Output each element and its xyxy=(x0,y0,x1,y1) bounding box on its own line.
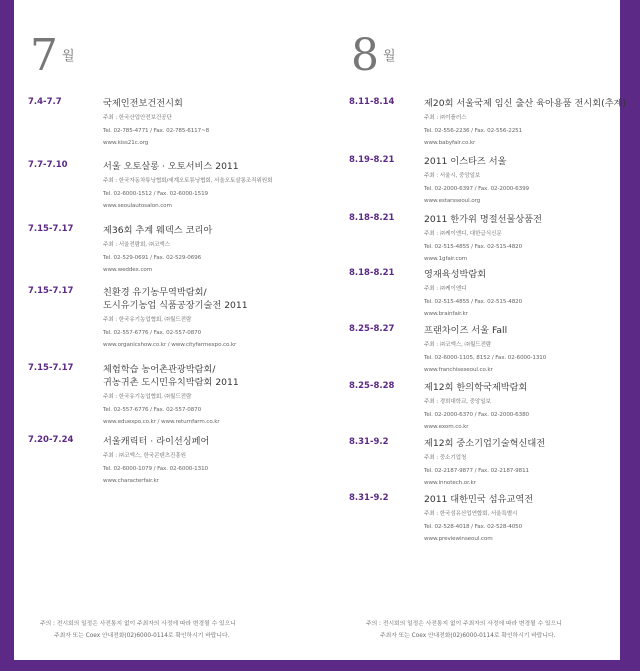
event-item xyxy=(349,493,629,549)
event-host: 주최 : ㈜코엑스, ㈜월드전람 xyxy=(424,342,492,348)
event-url[interactable]: www.franchiseseoul.co.kr xyxy=(424,367,493,373)
event-url[interactable]: www.previewinseoul.com xyxy=(424,536,493,542)
event-host: 주최 : 서울시, 중앙일보 xyxy=(424,173,481,179)
august-footer-note xyxy=(366,618,562,642)
event-title: 친환경 유기농무역박람회/ 도시유기농업 식품공장기술전 2011 xyxy=(103,287,248,311)
event-phone: Tel. 02-529-0691 / Fax. 02-529-0696 xyxy=(103,254,202,261)
event-date: 7.4-7.7 xyxy=(28,97,62,107)
event-date: 7.20-7.24 xyxy=(28,435,74,445)
event-item xyxy=(349,97,629,155)
event-item xyxy=(349,213,629,268)
event-title: 프랜차이즈 서울 Fall xyxy=(424,325,508,336)
event-phone: Tel. 02-556-2236 / Fax. 02-556-2251 xyxy=(424,127,523,134)
event-phone: Tel. 02-2000-6397 / Fax. 02-2000-6399 xyxy=(424,185,530,192)
event-item xyxy=(349,324,629,381)
event-phone: Tel. 02-6000-1512 / Fax. 02-6000-1519 xyxy=(103,190,209,197)
event-item xyxy=(28,363,328,435)
event-title: 2011 대한민국 섬유교역전 xyxy=(424,494,534,505)
event-url[interactable]: www.1gfair.com xyxy=(424,256,468,262)
event-item xyxy=(28,97,328,160)
event-host: 주최 : ㈜케이엔디 xyxy=(424,286,467,292)
event-date: 8.25-8.28 xyxy=(349,381,395,391)
july-heading xyxy=(30,30,75,81)
event-date: 7.15-7.17 xyxy=(28,224,74,234)
footer-line: 주최자 또는 Coex 안내전화(02)6000-0114로 확인하시기 바랍니다. xyxy=(380,633,556,639)
event-title: 국제인전보건전시회 xyxy=(103,98,183,109)
event-host: 주최 : 중소기업청 xyxy=(424,455,467,461)
event-date: 8.25-8.27 xyxy=(349,324,395,334)
event-title: 제12회 한의학국제박람회 xyxy=(424,382,528,393)
event-url[interactable]: www.eduexpo.co.kr / www.returnfarm.co.kr xyxy=(103,419,220,425)
august-event-list xyxy=(349,97,629,549)
event-date: 7.15-7.17 xyxy=(28,286,74,296)
event-item xyxy=(349,268,629,324)
event-url[interactable]: www.characterfair.kr xyxy=(103,478,159,484)
event-date: 7.15-7.17 xyxy=(28,363,74,373)
event-item xyxy=(349,155,629,213)
event-url[interactable]: www.weddex.com xyxy=(103,267,153,273)
event-host: 주최 : 한국섬유산업연합회, 서울특별시 xyxy=(424,511,518,517)
month-word: 월 xyxy=(383,49,396,64)
event-phone: Tel. 02-515-4855 / Fax. 02-515-4820 xyxy=(424,298,523,305)
event-date: 8.31-9.2 xyxy=(349,493,389,503)
event-title: 서울캐릭터 · 라이선싱페어 xyxy=(103,436,210,447)
event-title: 서울 오토살롱 · 오토서비스 2011 xyxy=(103,161,239,172)
event-phone: Tel. 02-2187-9877 / Fax. 02-2187-9811 xyxy=(424,467,530,474)
event-phone: Tel. 02-515-4855 / Fax. 02-515-4820 xyxy=(424,243,523,250)
footer-line: 주의 : 전시회의 일정은 사전통지 없이 주최자의 사정에 따라 변경될 수 있으니 xyxy=(366,621,562,627)
event-host: 주최 : 한국유기농업협회, ㈜월드전람 xyxy=(103,317,192,323)
event-date: 8.19-8.21 xyxy=(349,155,395,165)
event-url[interactable]: www.seoulautosalon.com xyxy=(103,203,172,209)
event-phone: Tel. 02-785-4771 / Fax. 02-785-6117~8 xyxy=(103,127,210,134)
july-footer-note xyxy=(40,618,236,642)
month-word: 월 xyxy=(62,49,75,64)
event-item xyxy=(28,286,328,363)
event-item xyxy=(349,381,629,437)
month-number: 7 xyxy=(30,30,58,81)
event-url[interactable]: www.brainfair.kr xyxy=(424,311,468,317)
event-phone: Tel. 02-528-4018 / Fax. 02-528-4050 xyxy=(424,523,523,530)
event-date: 8.11-8.14 xyxy=(349,97,395,107)
event-title: 제20회 서울국제 임신 출산 육아용품 전시회(추계) xyxy=(424,98,627,109)
event-title: 2011 이스타즈 서울 xyxy=(424,156,507,167)
event-host: 주최 : 한국유기농업협회, ㈜월드전람 xyxy=(103,394,192,400)
event-item xyxy=(28,224,328,286)
august-heading xyxy=(351,30,396,81)
event-phone: Tel. 02-2000-6370 / Fax. 02-2000-6380 xyxy=(424,411,530,418)
event-item xyxy=(349,437,629,493)
event-title: 체험학습 농어촌관광박람회/ 귀농귀촌 도시민유치박람회 2011 xyxy=(103,364,239,388)
event-date: 8.18-8.21 xyxy=(349,213,395,223)
event-url[interactable]: www.innotech.or.kr xyxy=(424,480,476,486)
event-date: 8.18-8.21 xyxy=(349,268,395,278)
july-event-list xyxy=(28,97,328,499)
event-url[interactable]: www.organicshow.co.kr / www.cityfarmexpo.co.kr xyxy=(103,342,237,348)
event-host: 주최 : ㈜이플러스 xyxy=(424,115,467,121)
event-url[interactable]: www.estarsseoul.org xyxy=(424,198,481,204)
event-title: 2011 한가위 명절선물상품전 xyxy=(424,214,542,225)
month-number: 8 xyxy=(351,30,379,81)
event-item xyxy=(28,160,328,224)
event-host: 주최 : 서울전람회, ㈜코엑스 xyxy=(103,242,171,248)
event-url[interactable]: www.exom.co.kr xyxy=(424,424,469,430)
event-item xyxy=(28,435,328,499)
event-host: 주최 : ㈜케이엔디, 대한급식신문 xyxy=(424,231,502,237)
event-phone: Tel. 02-6000-1105, 8152 / Fax. 02-6000-1310 xyxy=(424,354,547,361)
event-host: 주최 : 한국산업안전보건공단 xyxy=(103,115,172,121)
schedule-page xyxy=(14,0,627,660)
event-date: 7.7-7.10 xyxy=(28,160,68,170)
event-title: 영재육성박람회 xyxy=(424,269,487,280)
event-title: 제12회 중소기업기술혁신대전 xyxy=(424,438,546,449)
event-host: 주최 : 한국자동차튜닝협회/세계오토튜닝협회, 서울오토살롱조직위원회 xyxy=(103,178,273,184)
event-host: 주최 : 경희대학교, 중앙일보 xyxy=(424,399,491,405)
event-phone: Tel. 02-6000-1079 / Fax. 02-6000-1310 xyxy=(103,465,209,472)
footer-line: 주의 : 전시회의 일정은 사전통지 없이 주최자의 사정에 따라 변경될 수 있으니 xyxy=(40,621,236,627)
footer-line: 주최자 또는 Coex 안내전화(02)6000-0114로 확인하시기 바랍니다. xyxy=(54,633,230,639)
event-host: 주최 : ㈜코엑스, 한국콘텐츠진흥원 xyxy=(103,453,186,459)
event-title: 제36회 추계 웨덱스 코리아 xyxy=(103,225,213,236)
event-url[interactable]: www.babyfair.co.kr xyxy=(424,140,476,146)
event-phone: Tel. 02-557-6776 / Fax. 02-557-0870 xyxy=(103,329,202,336)
event-date: 8.31-9.2 xyxy=(349,437,389,447)
event-url[interactable]: www.kiss21c.org xyxy=(103,140,149,146)
event-phone: Tel. 02-557-6776 / Fax. 02-557-0870 xyxy=(103,406,202,413)
